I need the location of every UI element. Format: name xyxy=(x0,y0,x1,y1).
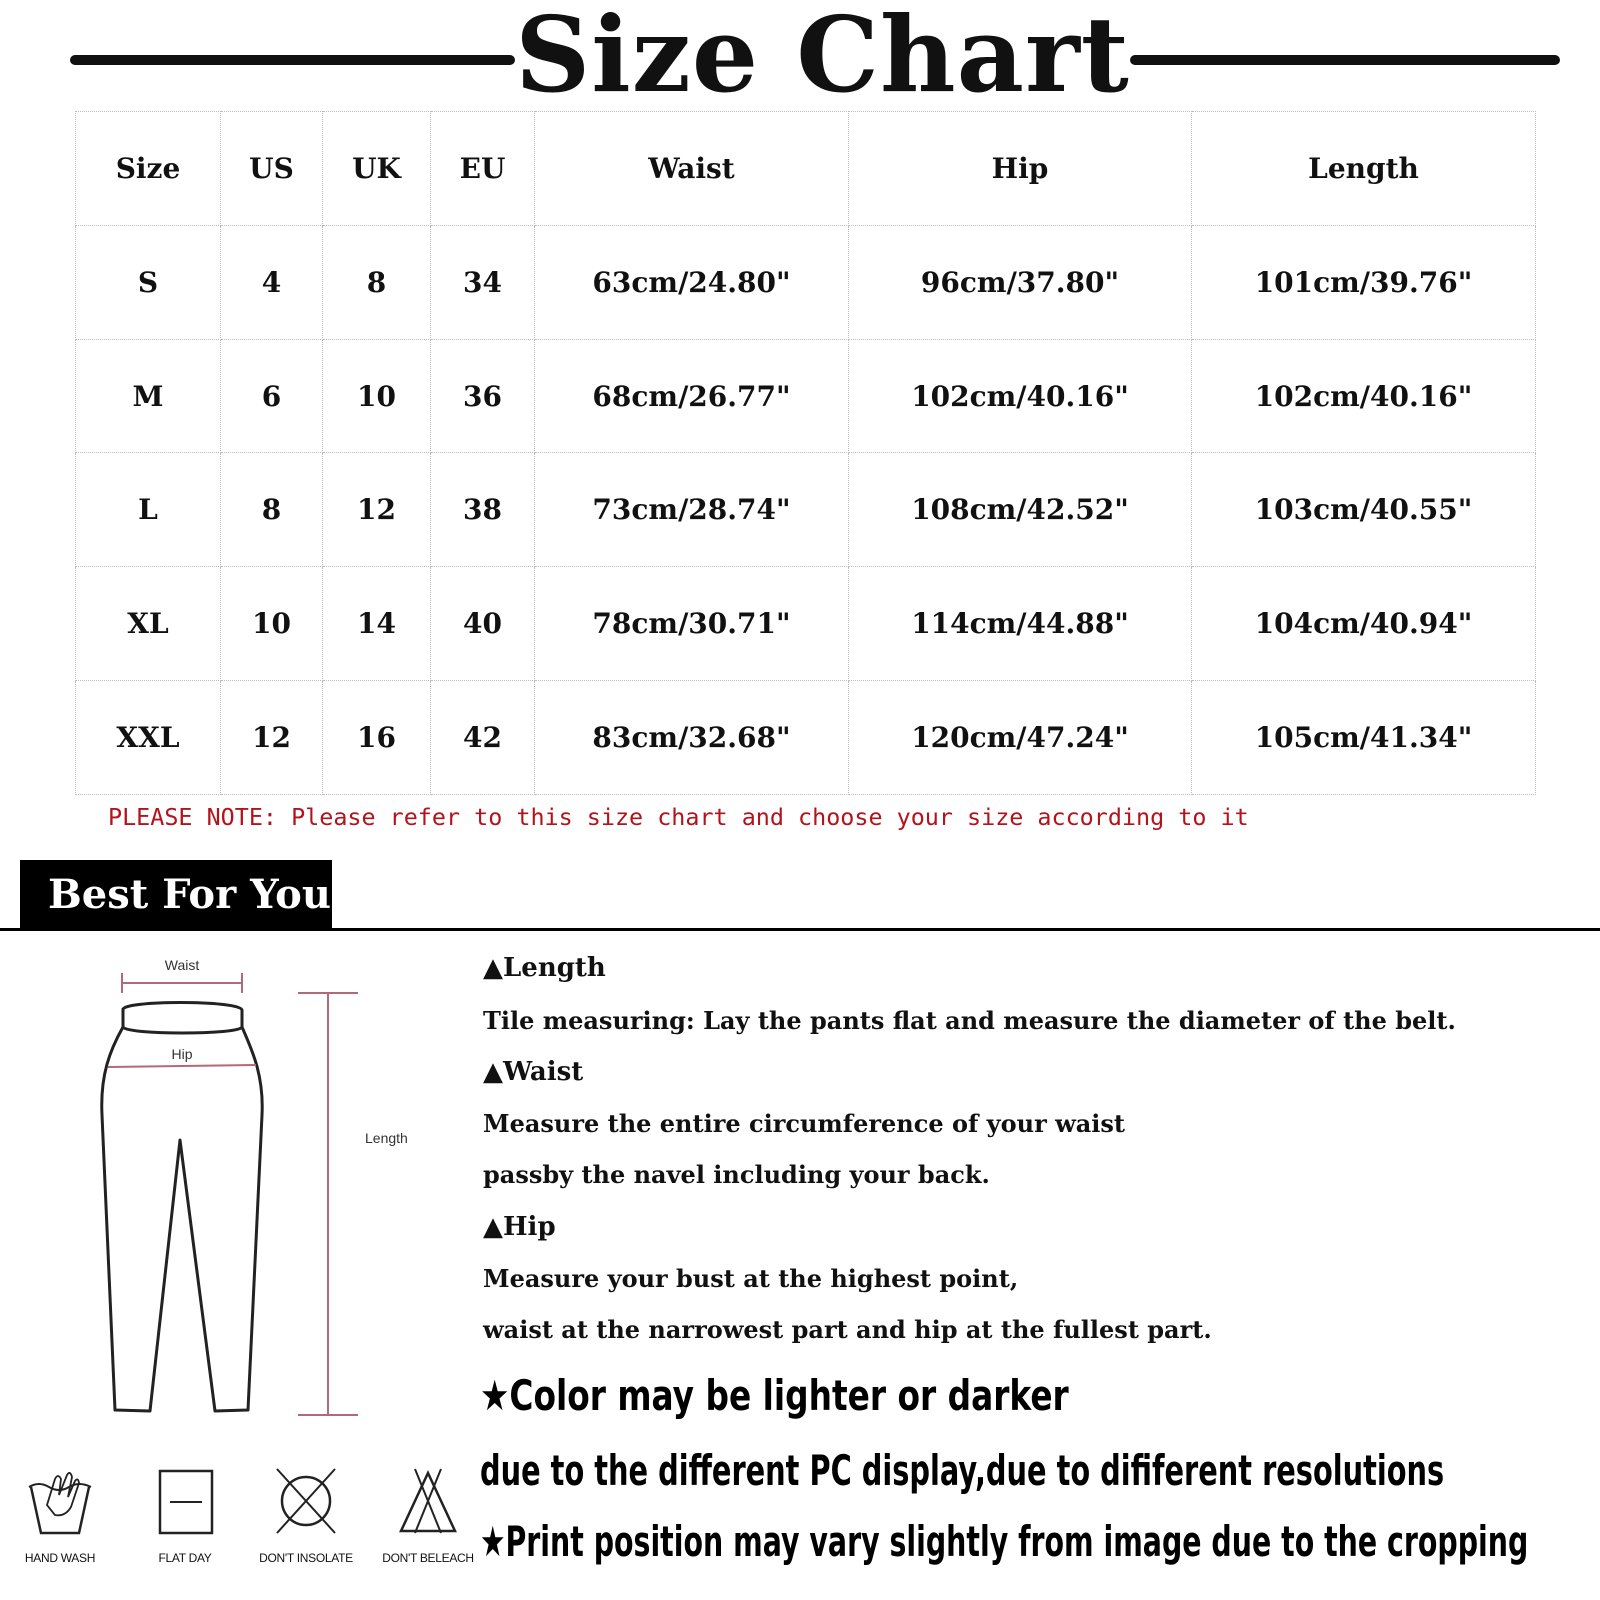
care-item-dont-bleach xyxy=(368,1465,488,1565)
waist-heading: ▲Waist xyxy=(483,1057,584,1087)
table-row xyxy=(76,225,1536,339)
title-row xyxy=(0,0,1600,116)
table-row xyxy=(76,453,1536,567)
table-cell: 114cm/44.88" xyxy=(849,567,1192,681)
waist-text-1: Measure the entire circumference of your waist xyxy=(483,1109,1126,1138)
page-title: Size Chart xyxy=(515,0,1130,116)
table-row xyxy=(76,567,1536,681)
header-cell: Hip xyxy=(849,112,1192,226)
table-cell: 12 xyxy=(323,453,431,567)
length-heading: ▲Length xyxy=(483,953,606,983)
table-cell: XXL xyxy=(76,681,221,795)
header-cell: Waist xyxy=(535,112,849,226)
care-label: DON'T INSOLATE xyxy=(259,1551,353,1565)
table-cell: 40 xyxy=(431,567,535,681)
table-cell: 108cm/42.52" xyxy=(849,453,1192,567)
care-label: DON'T BELEACH xyxy=(382,1551,474,1565)
section-badge: Best For You xyxy=(20,860,332,930)
table-cell: 38 xyxy=(431,453,535,567)
table-cell: 10 xyxy=(323,339,431,453)
size-table xyxy=(75,111,1536,795)
pants-measurement-diagram xyxy=(90,955,410,1435)
length-text: Tile measuring: Lay the pants flat and measure the diameter of the belt. xyxy=(483,1006,1456,1035)
section-divider xyxy=(0,928,1600,931)
title-rule-left xyxy=(70,55,515,65)
table-row xyxy=(76,339,1536,453)
table-cell: 102cm/40.16" xyxy=(849,339,1192,453)
diagram-waist-label: Waist xyxy=(164,957,200,973)
color-disclaimer-line-1: ★Color may be lighter or darker xyxy=(480,1372,1069,1421)
table-cell: 42 xyxy=(431,681,535,795)
table-cell: L xyxy=(76,453,221,567)
hand-wash-icon xyxy=(25,1465,95,1537)
table-cell: S xyxy=(76,225,221,339)
table-cell: 104cm/40.94" xyxy=(1192,567,1536,681)
table-cell: 14 xyxy=(323,567,431,681)
hip-text-1: Measure your bust at the highest point, xyxy=(483,1264,1019,1293)
diagram-length-label: Length xyxy=(365,1130,408,1146)
table-cell: 101cm/39.76" xyxy=(1192,225,1536,339)
table-cell: 10 xyxy=(221,567,323,681)
header-cell: US xyxy=(221,112,323,226)
table-cell: 103cm/40.55" xyxy=(1192,453,1536,567)
table-cell: 83cm/32.68" xyxy=(535,681,849,795)
hip-heading: ▲Hip xyxy=(483,1212,556,1242)
table-cell: 36 xyxy=(431,339,535,453)
flat-dry-icon xyxy=(150,1465,220,1537)
table-cell: 6 xyxy=(221,339,323,453)
table-cell: 78cm/30.71" xyxy=(535,567,849,681)
print-disclaimer: ★Print position may vary slightly from image due to the cropping xyxy=(480,1518,1529,1567)
header-cell: Size xyxy=(76,112,221,226)
care-label: HAND WASH xyxy=(24,1551,96,1565)
header-cell: EU xyxy=(431,112,535,226)
care-label: FLAT DAY xyxy=(158,1551,212,1565)
table-cell: 16 xyxy=(323,681,431,795)
care-item-flat-dry xyxy=(125,1465,245,1565)
table-cell: 73cm/28.74" xyxy=(535,453,849,567)
header-cell: Length xyxy=(1192,112,1536,226)
care-item-hand-wash xyxy=(0,1465,120,1565)
care-item-dont-insolate xyxy=(246,1465,366,1565)
table-cell: 68cm/26.77" xyxy=(535,339,849,453)
table-cell: 120cm/47.24" xyxy=(849,681,1192,795)
size-note: PLEASE NOTE: Please refer to this size chart and choose your size according to it xyxy=(108,803,1249,831)
dont-bleach-icon xyxy=(393,1465,463,1537)
table-cell: XL xyxy=(76,567,221,681)
table-cell: 8 xyxy=(221,453,323,567)
table-cell: 4 xyxy=(221,225,323,339)
table-header-row xyxy=(76,112,1536,226)
table-cell: 105cm/41.34" xyxy=(1192,681,1536,795)
table-cell: 96cm/37.80" xyxy=(849,225,1192,339)
table-cell: 63cm/24.80" xyxy=(535,225,849,339)
waist-text-2: passby the navel including your back. xyxy=(483,1160,990,1189)
table-row xyxy=(76,681,1536,795)
header-cell: UK xyxy=(323,112,431,226)
table-cell: 102cm/40.16" xyxy=(1192,339,1536,453)
diagram-hip-label: Hip xyxy=(171,1046,193,1062)
title-rule-right xyxy=(1130,55,1560,65)
dont-insolate-icon xyxy=(271,1465,341,1537)
table-cell: 34 xyxy=(431,225,535,339)
table-cell: M xyxy=(76,339,221,453)
table-cell: 12 xyxy=(221,681,323,795)
color-disclaimer-line-2: due to the different PC display,due to dififerent resolutions xyxy=(480,1447,1445,1496)
hip-text-2: waist at the narrowest part and hip at the fullest part. xyxy=(483,1315,1212,1344)
table-cell: 8 xyxy=(323,225,431,339)
